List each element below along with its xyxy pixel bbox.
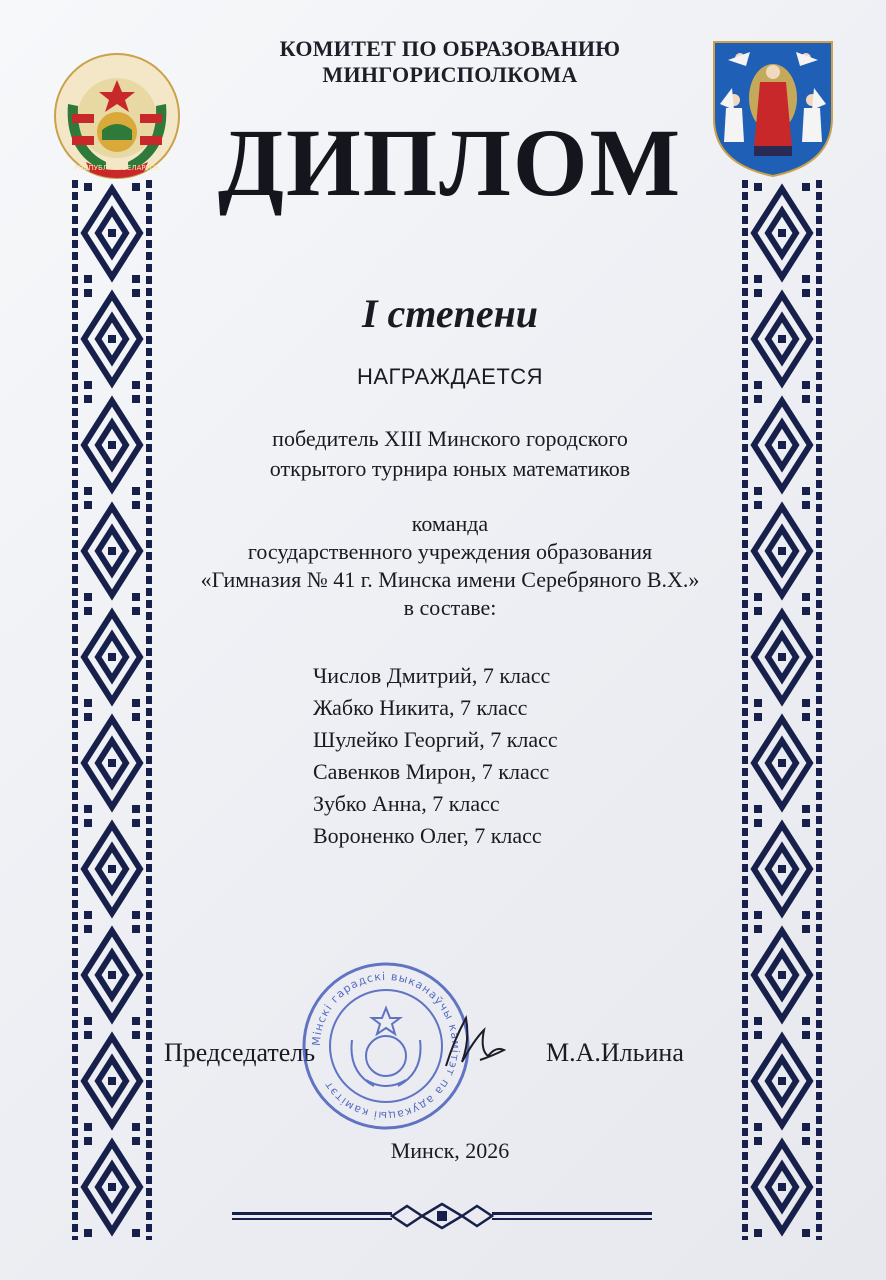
right-folk-ornament <box>740 180 824 1240</box>
team-line-4: в составе: <box>403 595 497 620</box>
awarded-label: НАГРАЖДАЕТСЯ <box>356 364 544 389</box>
stamp-ring-text: Мінскі гарадскі выканаўчы камітэт па адукацыі камітэт <box>309 969 463 1123</box>
team-line-3: «Гимназия № 41 г. Минска имени Серебряного В.Х.» <box>200 567 700 592</box>
committee-heading <box>160 36 740 88</box>
winner-description <box>160 424 740 484</box>
committee-line-1: КОМИТЕТ ПО ОБРАЗОВАНИЮ <box>279 36 621 61</box>
chairman-name: М.А.Ильина <box>546 1038 684 1067</box>
members-list <box>313 660 558 852</box>
member-item: Савенков Мирон, 7 класс <box>313 759 550 784</box>
svg-text:РЭСПУБЛІКА БЕЛАРУСЬ: РЭСПУБЛІКА БЕЛАРУСЬ <box>74 164 160 172</box>
bottom-ornament <box>232 1200 652 1230</box>
member-item: Зубко Анна, 7 класс <box>313 791 500 816</box>
winner-line-2: открытого турнира юных математиков <box>269 456 631 481</box>
city-year: Минск, 2026 <box>390 1138 510 1163</box>
member-item: Числов Дмитрий, 7 класс <box>313 663 551 688</box>
team-description <box>160 510 740 622</box>
member-item: Жабко Никита, 7 класс <box>313 695 528 720</box>
degree-label: I степени <box>361 291 539 336</box>
committee-line-2: МИНГОРИСПОЛКОМА <box>322 62 578 87</box>
handwritten-signature <box>440 1010 510 1074</box>
member-item: Вороненко Олег, 7 класс <box>313 823 542 848</box>
winner-line-1: победитель XIII Минского городского <box>272 426 628 451</box>
team-line-2: государственного учреждения образования <box>247 539 653 564</box>
member-item: Шулейко Георгий, 7 класс <box>313 727 558 752</box>
chairman-label: Председатель <box>164 1038 316 1067</box>
left-folk-ornament <box>70 180 154 1240</box>
diploma-title: ДИПЛОМ <box>217 109 683 216</box>
team-line-1: команда <box>411 511 489 536</box>
